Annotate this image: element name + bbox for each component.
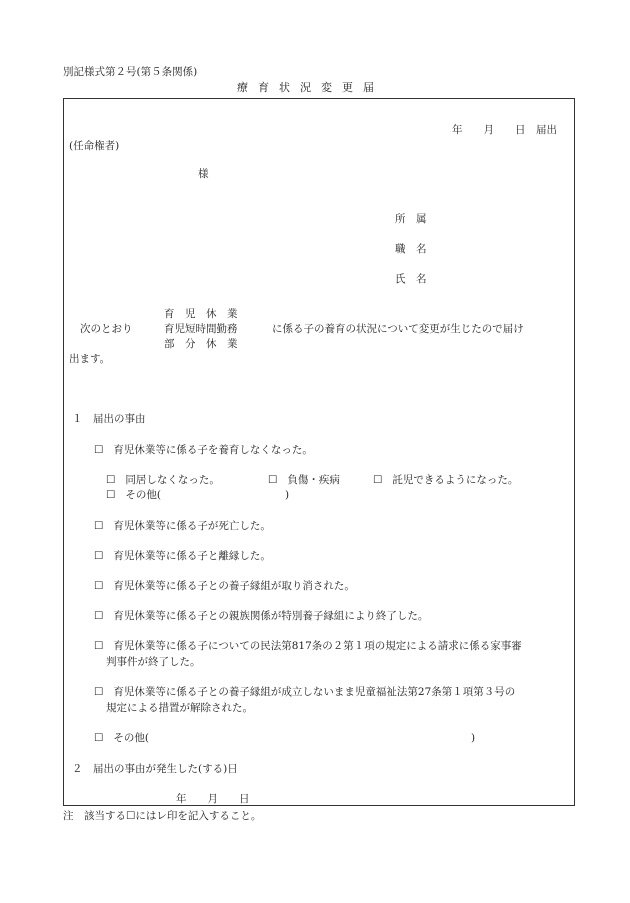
- reason-item-3[interactable]: [94, 550, 271, 563]
- intro-lead: 次のとおり: [80, 323, 133, 335]
- checkbox-icon[interactable]: ☐: [94, 686, 104, 698]
- intro-text-line1: に係る子の養育の状況について変更が生じたので届け: [272, 323, 524, 335]
- reason-item-6[interactable]: [94, 640, 522, 653]
- reason-text: 育児休業等に係る子についての民法第817条の２第１項の規定による請求に係る家事審: [113, 640, 522, 652]
- field-position-label: 職 名: [395, 243, 427, 255]
- sub-reason-other[interactable]: [106, 489, 161, 502]
- form-label: 別記様式第２号(第５条関係): [63, 66, 198, 78]
- sub-reason-text: 託児できるようになった。: [392, 474, 519, 486]
- sub-reason-text: 同居しなくなった。: [125, 474, 220, 486]
- reason-item-5[interactable]: [94, 610, 428, 623]
- checkbox-icon[interactable]: ☐: [94, 580, 104, 592]
- submission-date[interactable]: 年 月 日 届出: [452, 124, 557, 136]
- checkbox-icon[interactable]: ☐: [94, 444, 104, 456]
- section1-heading: １ 届出の事由: [72, 413, 146, 425]
- footnote: 注 該当する☐にはレ印を記入すること。: [63, 810, 262, 822]
- intro-text-line2: 出ます。: [69, 353, 111, 365]
- reason-text: 育児休業等に係る子と離縁した。: [113, 550, 271, 562]
- reason-item-other-close: ): [471, 732, 476, 744]
- reason-item-6-cont: 判事件が終了した。: [106, 656, 201, 668]
- reason-item-4[interactable]: [94, 580, 355, 593]
- honorific: 様: [198, 168, 209, 180]
- reason-item-1[interactable]: [94, 444, 313, 457]
- reason-item-other[interactable]: [94, 732, 149, 745]
- sub-reason-3[interactable]: [373, 474, 518, 487]
- sub-reason-text: その他(: [125, 489, 162, 501]
- occurrence-date[interactable]: 年 月 日: [176, 793, 250, 805]
- reason-text: その他(: [113, 732, 150, 744]
- checkbox-icon[interactable]: ☐: [94, 550, 104, 562]
- reason-item-7[interactable]: [94, 686, 515, 699]
- checkbox-icon[interactable]: ☐: [268, 474, 278, 486]
- reason-item-2[interactable]: [94, 520, 271, 533]
- sub-reason-2[interactable]: [268, 474, 340, 487]
- reason-text: 育児休業等に係る子との養子縁組が取り消された。: [113, 580, 355, 592]
- sub-reason-1[interactable]: [106, 474, 220, 487]
- appointer-label: (任命権者): [69, 140, 120, 152]
- checkbox-icon[interactable]: ☐: [94, 610, 104, 622]
- sub-reason-other-close: ): [285, 489, 290, 501]
- intro-leave-type-2: 育児短時間勤務: [164, 323, 238, 335]
- reason-item-7-cont: 規定による措置が解除された。: [106, 702, 253, 714]
- checkbox-icon[interactable]: ☐: [94, 732, 104, 744]
- page-title: 療育状況変更届: [237, 81, 384, 94]
- checkbox-icon[interactable]: ☐: [106, 489, 116, 501]
- field-affiliation-label: 所 属: [395, 213, 427, 225]
- checkbox-icon[interactable]: ☐: [373, 474, 383, 486]
- field-name-label: 氏 名: [395, 273, 427, 285]
- section2-heading: ２ 届出の事由が発生した(する)日: [72, 763, 238, 775]
- reason-text: 育児休業等に係る子との養子縁組が成立しないまま児童福祉法第27条第１項第３号の: [113, 686, 516, 698]
- reason-text: 育児休業等に係る子を養育しなくなった。: [113, 444, 313, 456]
- checkbox-icon[interactable]: ☐: [94, 520, 104, 532]
- intro-leave-type-1: 育 児 休 業: [164, 308, 238, 320]
- reason-text: 育児休業等に係る子との親族関係が特別養子縁組により終了した。: [113, 610, 429, 622]
- checkbox-icon[interactable]: ☐: [106, 474, 116, 486]
- reason-text: 育児休業等に係る子が死亡した。: [113, 520, 271, 532]
- sub-reason-text: 負傷・疾病: [287, 474, 340, 486]
- intro-leave-type-3: 部 分 休 業: [164, 338, 238, 350]
- checkbox-icon[interactable]: ☐: [94, 640, 104, 652]
